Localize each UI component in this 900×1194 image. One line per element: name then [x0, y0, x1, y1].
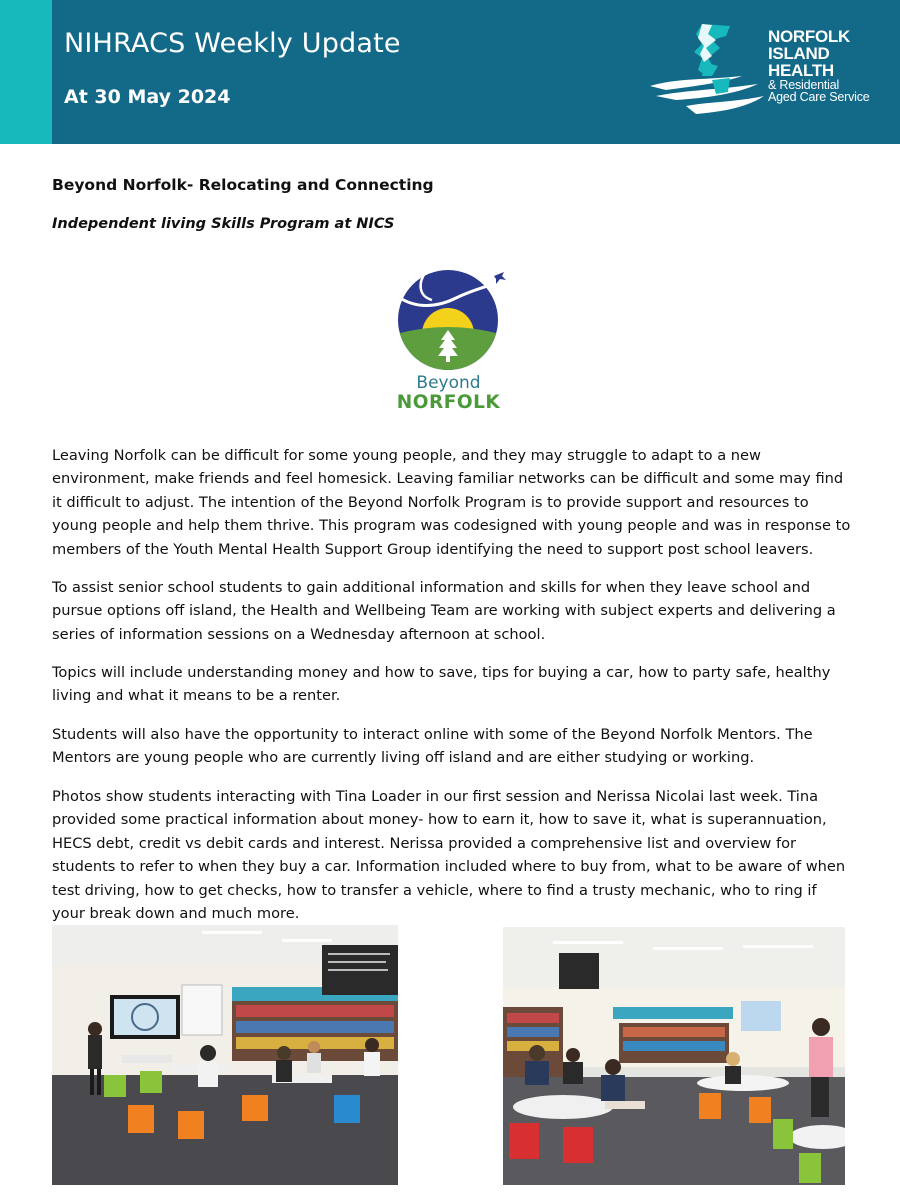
norfolk-island-health-emblem — [646, 22, 766, 122]
paragraph: To assist senior school students to gain additional information and skills for when they leave school and pursue options off island, the Health and Wellbeing Team are working with subject experts and delivering a series of information sessions on a Wednesday afternoon at school. — [52, 579, 836, 643]
article-subtitle: Independent living Skills Program at NICS — [52, 216, 395, 232]
logo-line-residential: & Residential — [768, 78, 840, 92]
header-title: NIHRACS Weekly Update — [64, 28, 401, 59]
header-date: At 30 May 2024 — [64, 86, 231, 108]
paragraph: Students will also have the opportunity to interact online with some of the Beyond Norfolk Mentors. The Mentors are young people who are currently living off island and are either studying or working. — [52, 726, 813, 767]
logo-line-norfolk: NORFOLK — [768, 27, 850, 46]
paragraph: Topics will include understanding money and how to save, tips for buying a car, how to party safe, healthy living and what it means to be a renter. — [52, 664, 831, 705]
beyond-norfolk-logo-line2: NORFOLK — [396, 392, 501, 413]
norfolk-island-health-logo — [646, 22, 876, 122]
photo-session-tina-loader — [52, 925, 398, 1185]
beyond-norfolk-emblem — [396, 268, 508, 372]
paragraph: Photos show students interacting with Tina Loader in our first session and Nerissa Nicolai last week. Tina provided some practical information about money- how to earn it, how to save it, what is superannuation, HECS debt, credit vs debit cards and interest. Nerissa provided a comprehensive list and overview for students to refer to when they buy a car. Information included where to buy from, what to be aware of when test driving, how to get checks, how to transfer a vehicle, where to find a trusty mechanic, who to ring if your break down and much more. — [52, 788, 846, 923]
page-header — [0, 0, 900, 144]
beyond-norfolk-logo — [396, 268, 508, 413]
logo-wordmark — [768, 28, 870, 103]
photo-session-nerissa-nicolai — [503, 927, 845, 1185]
paragraph: Leaving Norfolk can be difficult for some young people, and they may struggle to adapt to a new environment, make friends and feel homesick. Leaving familiar networks can be difficult and some may find it difficult to adjust. The intention of the Beyond Norfolk Program is to provide support and resources to young people and help them thrive. This program was codesigned with young people and was in response to members of the Youth Mental Health Support Group identifying the need to support post school leavers. — [52, 447, 851, 558]
logo-line-health: HEALTH — [768, 61, 834, 80]
beyond-norfolk-logo-line1: Beyond — [416, 373, 481, 393]
header-accent-bar — [0, 0, 52, 144]
logo-line-aged-care: Aged Care Service — [768, 90, 870, 104]
article-title: Beyond Norfolk- Relocating and Connecting — [52, 176, 434, 194]
logo-line-island: ISLAND — [768, 44, 830, 63]
